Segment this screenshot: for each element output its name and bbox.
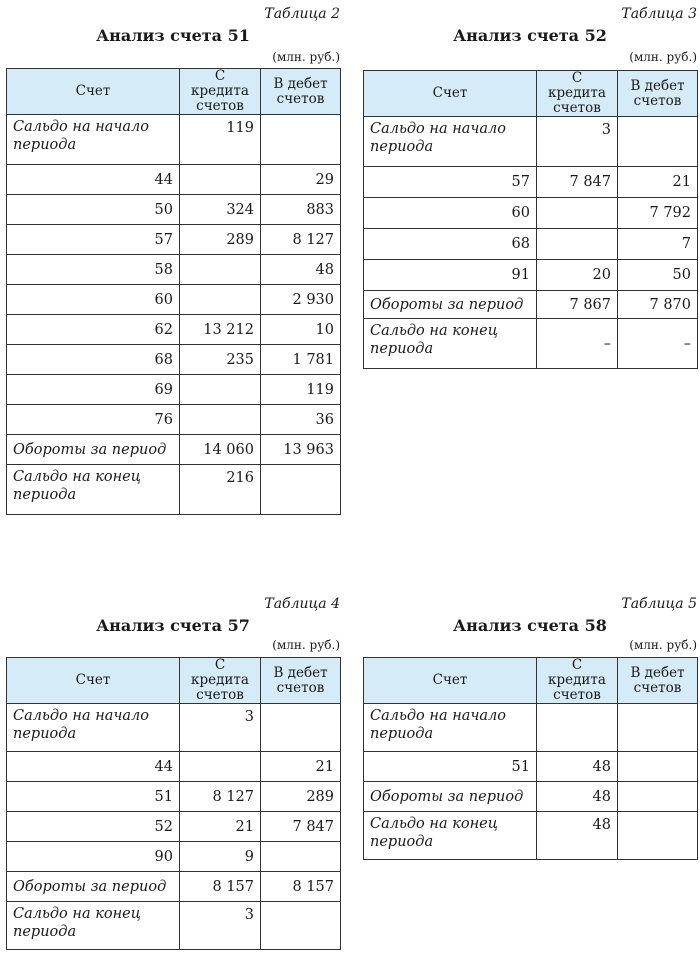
row-label: Сальдо на начало периода [7,115,180,165]
account-cell: 68 [364,229,537,260]
credit-cell [537,198,618,229]
analysis-table [363,657,698,860]
table-block-57 [6,596,340,952]
col-header-account: Счет [7,658,180,704]
debit-cell [618,117,698,167]
col-header-debit: В дебет счетов [261,658,341,704]
table-row [7,782,341,812]
credit-cell: 9 [180,842,261,872]
col-header-debit: В дебет счетов [618,71,698,117]
table-title: Анализ счета 51 [96,26,250,45]
account-cell: 76 [7,405,180,435]
debit-cell [618,782,698,812]
row-label: Сальдо на начало периода [7,704,180,752]
debit-cell: 7 847 [261,812,341,842]
account-cell: 57 [364,167,537,198]
col-header-account: Счет [7,69,180,115]
credit-cell: 20 [537,260,618,291]
debit-cell: 36 [261,405,341,435]
analysis-table [363,70,698,369]
table-unit: (млн. руб.) [272,50,340,64]
col-header-credit: С кредита счетов [180,658,261,704]
table-number: Таблица 3 [621,6,697,22]
row-label: Сальдо на начало периода [364,704,537,752]
table-row [7,842,341,872]
account-cell: 90 [7,842,180,872]
col-header-credit: С кредита счетов [180,69,261,115]
debit-cell [618,752,698,782]
debit-cell: 50 [618,260,698,291]
debit-cell [261,842,341,872]
row-label: Сальдо на конец периода [364,319,537,369]
credit-cell [537,229,618,260]
debit-cell: 21 [261,752,341,782]
debit-cell [618,704,698,752]
debit-cell: 7 870 [618,291,698,319]
debit-cell: 7 792 [618,198,698,229]
table-title: Анализ счета 58 [453,616,607,635]
credit-cell [180,285,261,315]
row-label: Обороты за период [364,291,537,319]
col-header-credit: С кредита счетов [537,71,618,117]
col-header-debit: В дебет счетов [261,69,341,115]
debit-cell: 289 [261,782,341,812]
credit-cell: 216 [180,465,261,515]
credit-cell: 289 [180,225,261,255]
debit-cell [618,812,698,860]
table-number: Таблица 2 [264,6,340,22]
credit-cell: 48 [537,812,618,860]
table-row [364,782,698,812]
row-label: Обороты за период [7,872,180,902]
account-cell: 60 [364,198,537,229]
table-row [364,812,698,860]
table-row [364,319,698,369]
credit-cell: 7 847 [537,167,618,198]
analysis-table [6,657,341,950]
row-label: Обороты за период [7,435,180,465]
table-row [7,435,341,465]
table-row [7,115,341,165]
debit-cell: 10 [261,315,341,345]
account-cell: 44 [7,165,180,195]
account-cell: 52 [7,812,180,842]
credit-cell [180,255,261,285]
credit-cell: 3 [537,117,618,167]
credit-cell: 324 [180,195,261,225]
table-row [364,198,698,229]
table-row [7,872,341,902]
debit-cell: 7 [618,229,698,260]
credit-cell: 48 [537,782,618,812]
debit-cell: 48 [261,255,341,285]
credit-cell: 14 060 [180,435,261,465]
table-unit: (млн. руб.) [629,50,697,64]
credit-cell: 7 867 [537,291,618,319]
debit-cell [261,704,341,752]
table-row [364,229,698,260]
table-row [364,260,698,291]
account-cell: 51 [7,782,180,812]
credit-cell: – [537,319,618,369]
table-row [7,405,341,435]
debit-cell: 8 157 [261,872,341,902]
debit-cell: 1 781 [261,345,341,375]
table-row [7,812,341,842]
table-row [7,465,341,515]
table-row [7,315,341,345]
analysis-table [6,68,341,515]
credit-cell: 3 [180,902,261,950]
table-row [7,165,341,195]
account-cell: 57 [7,225,180,255]
debit-cell: 883 [261,195,341,225]
table-row [7,195,341,225]
debit-cell: 2 930 [261,285,341,315]
table-unit: (млн. руб.) [272,638,340,652]
row-label: Сальдо на конец периода [7,902,180,950]
col-header-account: Счет [364,71,537,117]
debit-cell [261,465,341,515]
table-block-58 [363,596,697,864]
credit-cell: 119 [180,115,261,165]
table-block-52 [363,6,697,366]
account-cell: 69 [7,375,180,405]
account-cell: 44 [7,752,180,782]
table-row [7,225,341,255]
account-cell: 60 [7,285,180,315]
credit-cell: 48 [537,752,618,782]
account-cell: 68 [7,345,180,375]
table-row [7,345,341,375]
account-cell: 58 [7,255,180,285]
credit-cell [180,405,261,435]
debit-cell: 119 [261,375,341,405]
row-label: Обороты за период [364,782,537,812]
table-row [364,752,698,782]
debit-cell: 21 [618,167,698,198]
credit-cell [180,375,261,405]
debit-cell [261,115,341,165]
table-row [364,117,698,167]
debit-cell: – [618,319,698,369]
account-cell: 91 [364,260,537,291]
account-cell: 62 [7,315,180,345]
col-header-credit: С кредита счетов [537,658,618,704]
table-number: Таблица 4 [264,596,340,612]
account-cell: 50 [7,195,180,225]
debit-cell: 8 127 [261,225,341,255]
table-row [7,285,341,315]
credit-cell [180,165,261,195]
table-row [364,291,698,319]
account-cell: 51 [364,752,537,782]
debit-cell [261,902,341,950]
table-row [364,704,698,752]
table-row [7,255,341,285]
credit-cell: 13 212 [180,315,261,345]
credit-cell [537,704,618,752]
table-row [364,167,698,198]
table-row [7,752,341,782]
row-label: Сальдо на конец периода [364,812,537,860]
table-row [7,902,341,950]
credit-cell: 21 [180,812,261,842]
credit-cell: 8 157 [180,872,261,902]
credit-cell [180,752,261,782]
row-label: Сальдо на конец периода [7,465,180,515]
table-number: Таблица 5 [621,596,697,612]
credit-cell: 8 127 [180,782,261,812]
table-unit: (млн. руб.) [629,638,697,652]
debit-cell: 13 963 [261,435,341,465]
table-row [7,704,341,752]
table-title: Анализ счета 57 [96,616,250,635]
row-label: Сальдо на начало периода [364,117,537,167]
col-header-debit: В дебет счетов [618,658,698,704]
debit-cell: 29 [261,165,341,195]
col-header-account: Счет [364,658,537,704]
table-block-51 [6,6,340,516]
credit-cell: 235 [180,345,261,375]
credit-cell: 3 [180,704,261,752]
table-row [7,375,341,405]
table-title: Анализ счета 52 [453,26,607,45]
